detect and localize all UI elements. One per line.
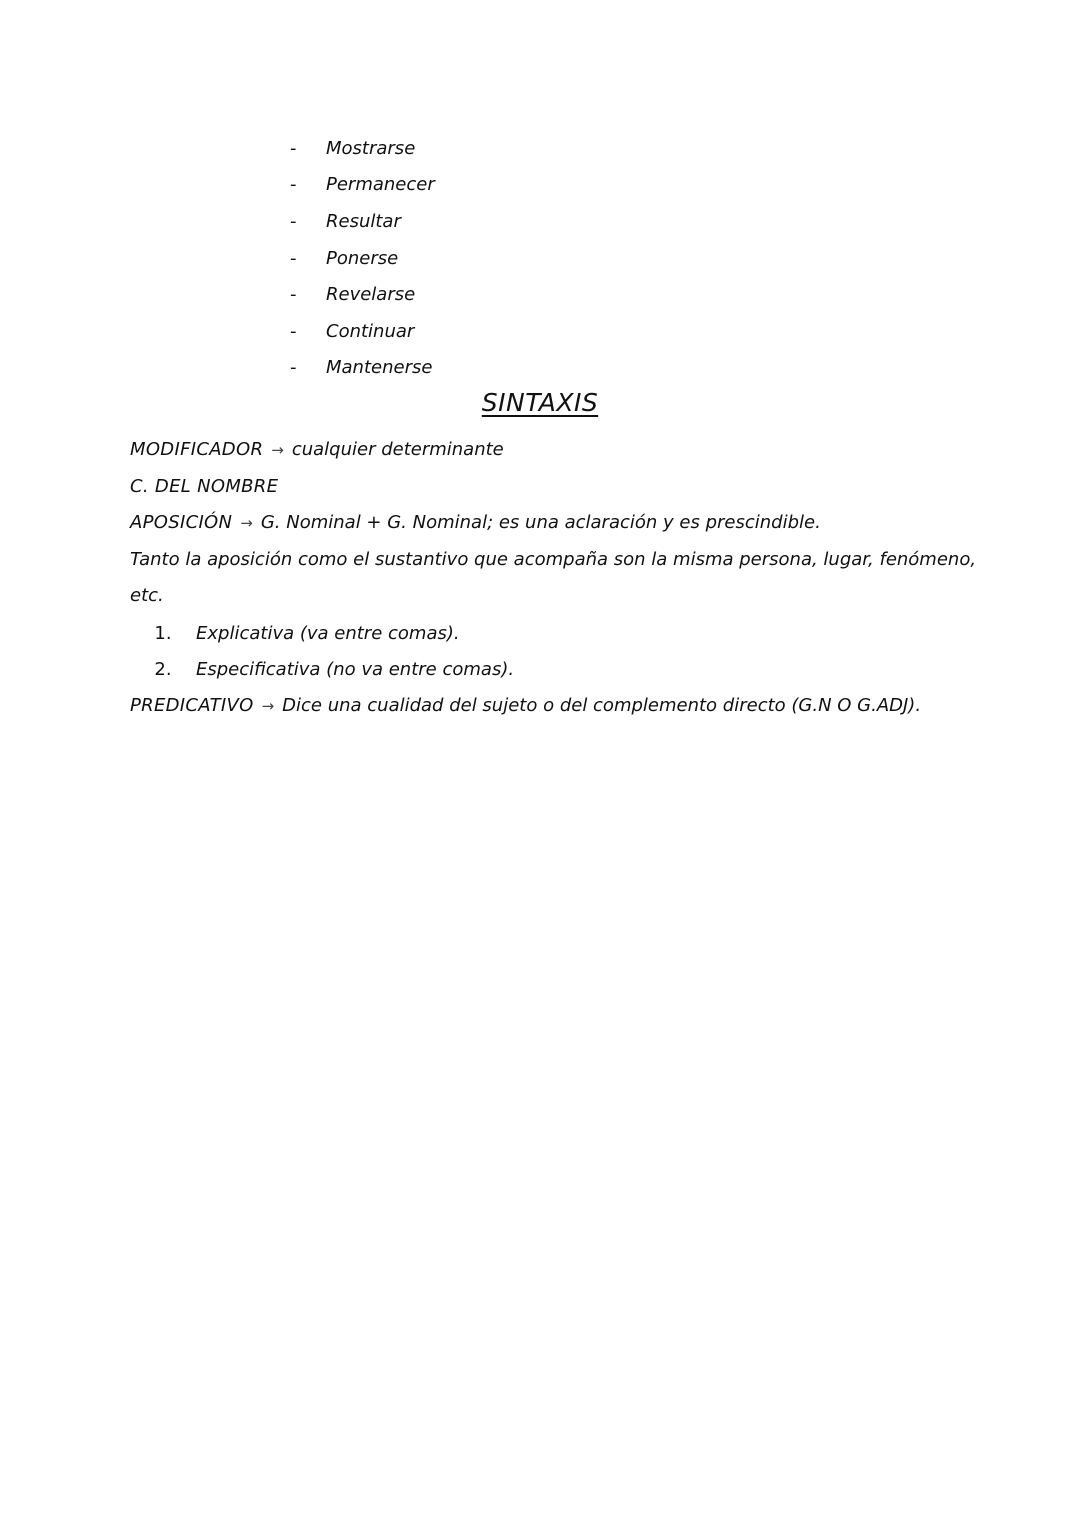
c-del-nombre-label: C. DEL NOMBRE (130, 475, 279, 497)
item-text: Especificativa (no va entre comas). (196, 659, 515, 681)
list-item (290, 203, 435, 240)
item-number: 2. (154, 659, 172, 681)
modificador-line (130, 432, 930, 469)
verb-text: Ponerse (326, 247, 399, 269)
predicativo-label: PREDICATIVO (130, 695, 254, 717)
list-item (290, 313, 435, 350)
aposicion-explanation-line-2: etc. (130, 585, 164, 607)
verb-text: Revelarse (326, 284, 416, 306)
list-item (290, 130, 435, 167)
dash-bullet: - (290, 357, 297, 379)
verb-text: Mantenerse (326, 357, 433, 379)
dash-bullet: - (290, 137, 297, 159)
verb-text: Continuar (326, 320, 415, 342)
list-item (290, 350, 435, 387)
arrow-icon: → (271, 441, 284, 459)
numbered-item (130, 652, 930, 689)
modificador-label: MODIFICADOR (130, 439, 264, 460)
section-content (130, 432, 977, 725)
list-item (290, 276, 435, 313)
numbered-item (130, 615, 930, 652)
predicativo-text: Dice una cualidad del sujeto o del complemento directo (G.N O G.ADJ). (282, 695, 922, 717)
aposicion-text: G. Nominal + G. Nominal; es una aclaración y es prescindible. (260, 512, 821, 534)
c-del-nombre-line (130, 469, 930, 506)
list-item (290, 167, 435, 204)
verb-text: Mostrarse (326, 137, 416, 159)
item-number: 1. (154, 622, 172, 644)
dash-bullet: - (290, 247, 297, 269)
verb-list (290, 130, 435, 386)
predicativo-line (130, 688, 930, 725)
modificador-text: cualquier determinante (291, 439, 504, 460)
dash-bullet: - (290, 320, 297, 342)
dash-bullet: - (290, 210, 297, 232)
aposicion-label: APOSICIÓN (130, 512, 233, 534)
dash-bullet: - (290, 284, 297, 306)
arrow-icon: → (240, 514, 253, 533)
dash-bullet: - (290, 174, 297, 196)
arrow-icon: → (261, 697, 275, 716)
aposicion-line (130, 505, 930, 542)
section-title: SINTAXIS (481, 388, 599, 417)
verb-text: Permanecer (326, 174, 435, 196)
verb-text: Resultar (326, 210, 401, 232)
list-item (290, 240, 435, 277)
item-text: Explicativa (va entre comas). (196, 622, 460, 644)
aposicion-explanation-line-1: Tanto la aposición como el sustantivo que acompaña son la misma persona, lugar, fenómeno, (130, 548, 977, 570)
